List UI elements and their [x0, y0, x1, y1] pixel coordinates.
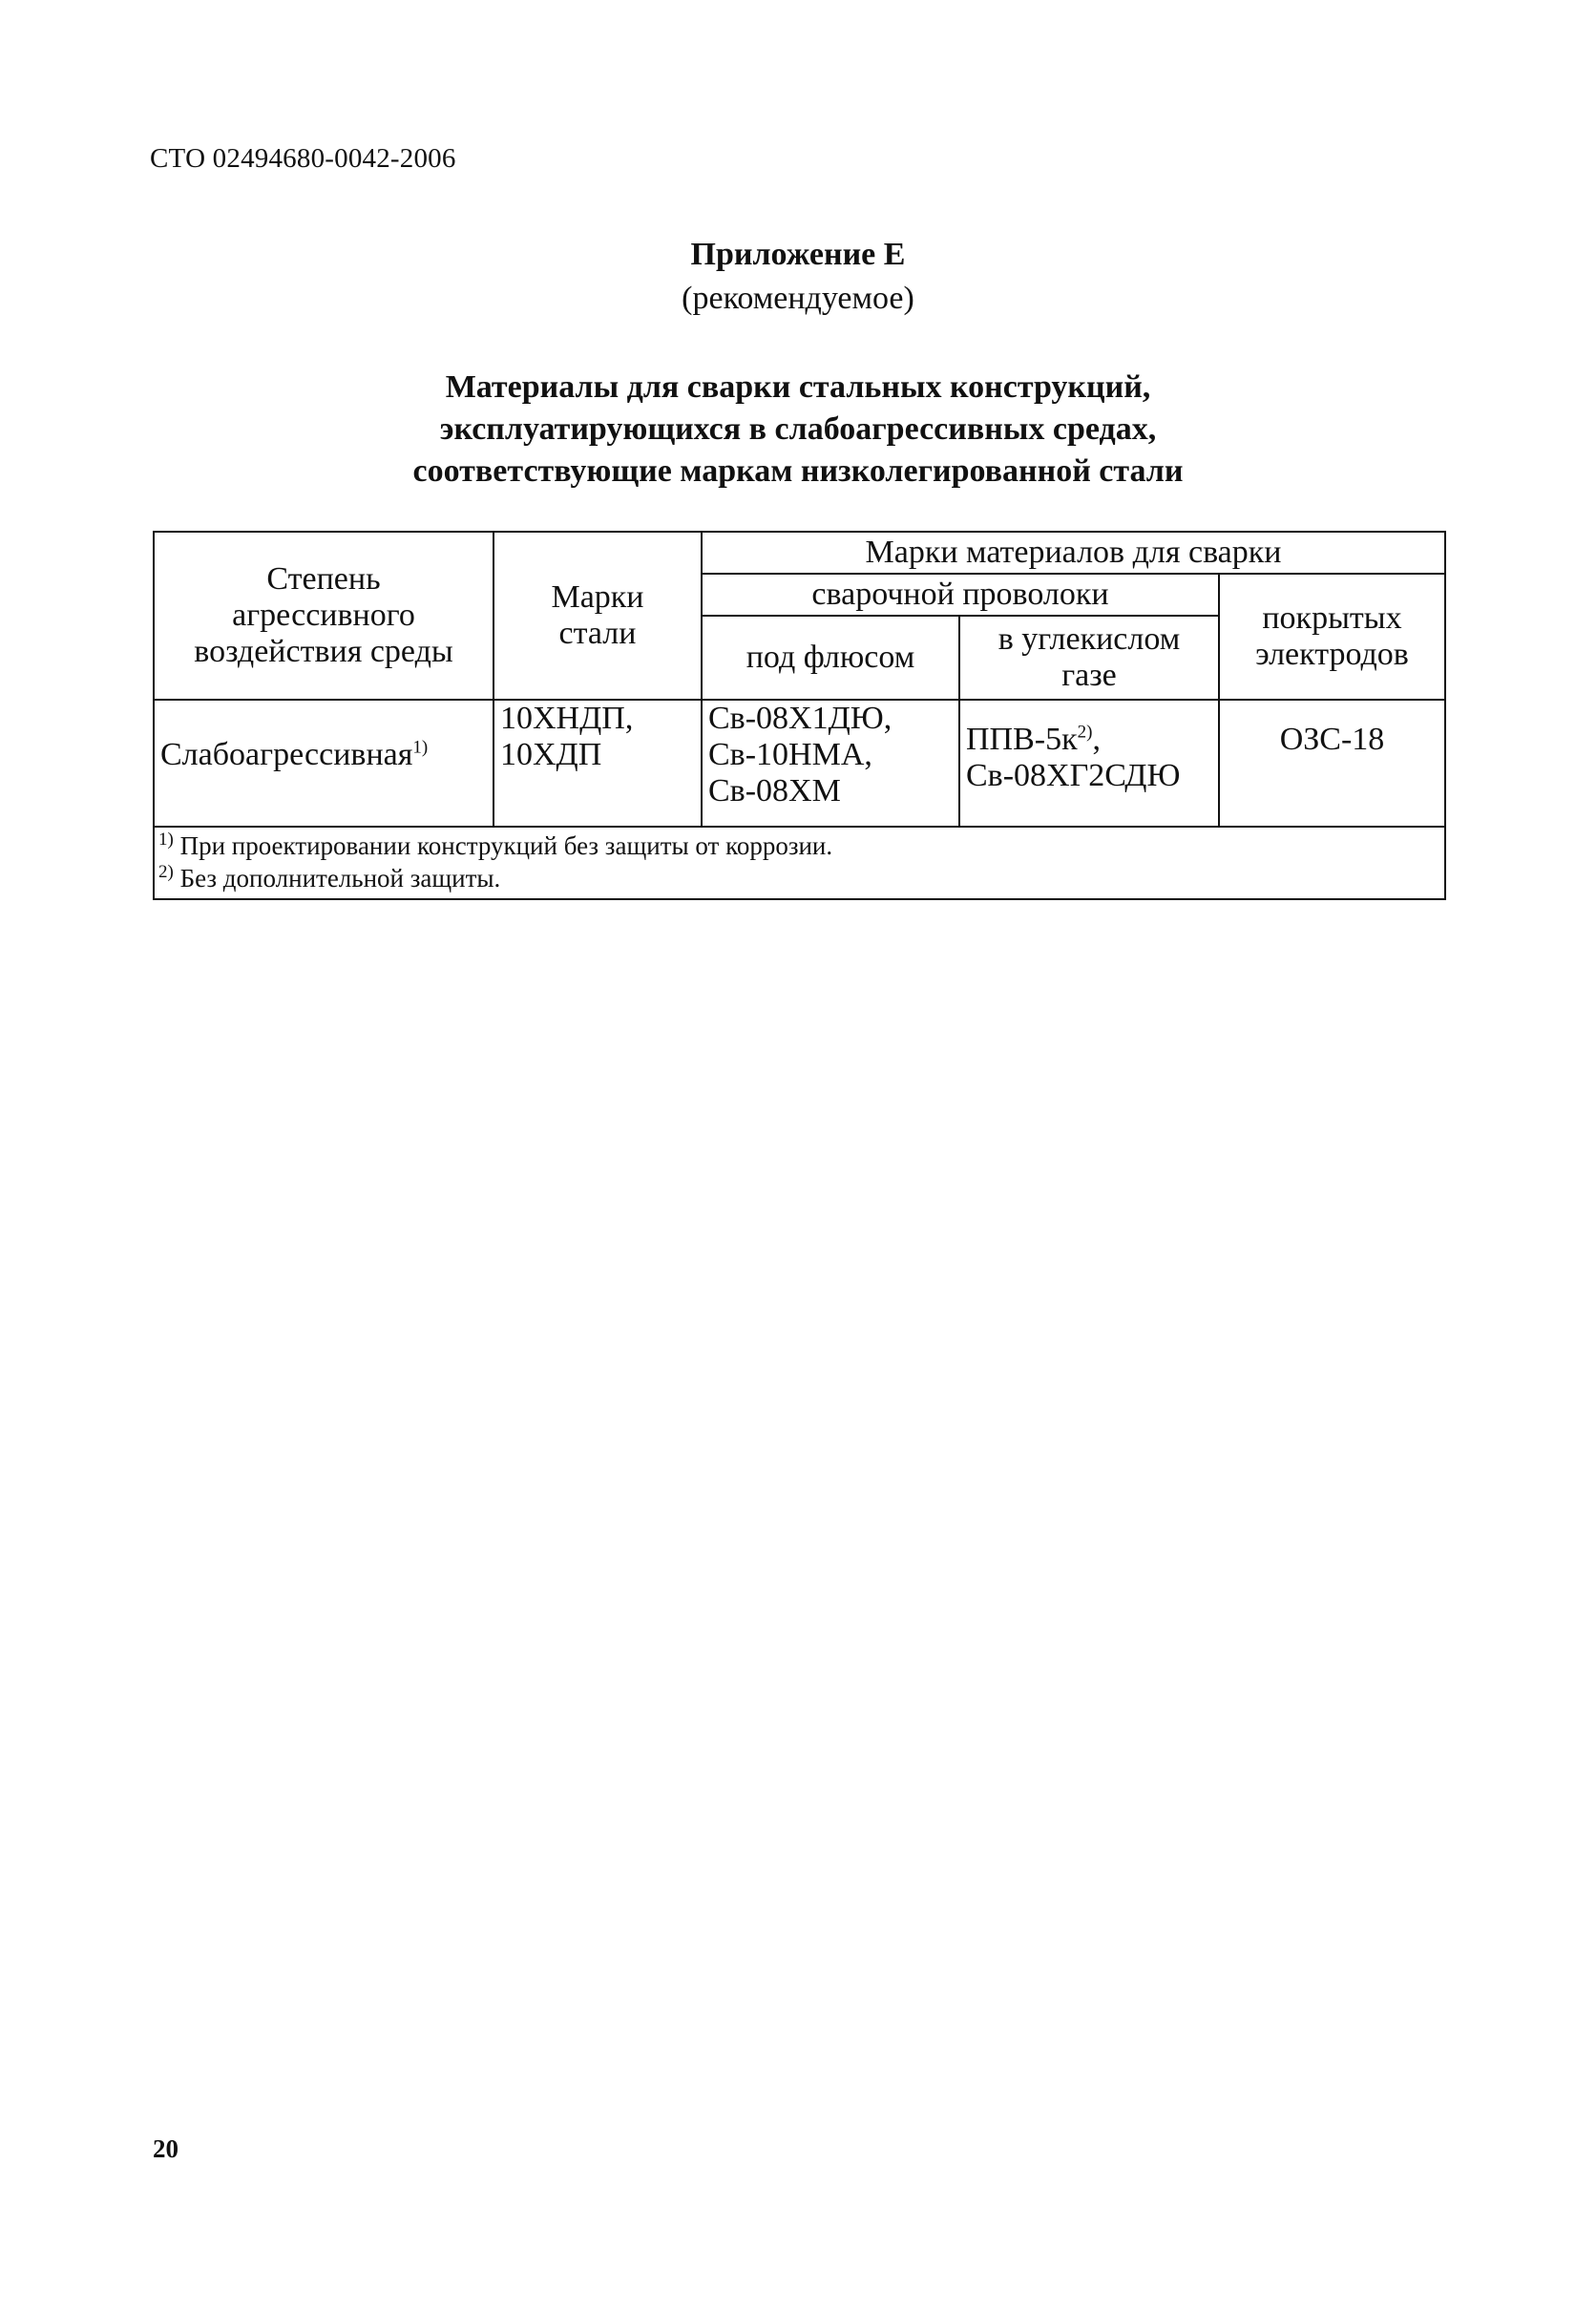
cell-environment: Слабоагрессивная$^{1)}$ [154, 700, 494, 827]
footnote: $^{2)}$ Без дополнительной защиты. [158, 862, 501, 893]
cell-steel: 10ХНДП, 10ХДП [494, 700, 702, 827]
header-under-flux: под флюсом [702, 616, 959, 700]
document-code: СТО 02494680-0042-2006 [150, 143, 456, 174]
appendix-subtitle: (рекомендуемое) [682, 281, 914, 316]
heading-line: эксплуатирующихся в слабоагрессивных средах, [439, 411, 1157, 447]
heading-line: соответствующие маркам низколегированной стали [412, 453, 1184, 489]
welding-materials-table [153, 531, 1446, 900]
header-welding-materials: Марки материалов для сварки [702, 532, 1445, 574]
header-steel-grades: Марки стали [494, 532, 702, 700]
footnote-mark: 2) [1077, 722, 1093, 743]
footnote-mark: 1) [412, 737, 429, 758]
header-co2-gas: в углекислом газе [959, 616, 1219, 700]
heading-line: Материалы для сварки стальных конструкций, [445, 369, 1151, 405]
cell-flux-wire: Св-08Х1ДЮ, Св-10НМА, Св-08ХМ [702, 700, 959, 827]
header-welding-wire: сварочной проволоки [702, 574, 1219, 616]
table-heading [0, 367, 1596, 493]
header-environment-degree: Степень агрессивного воздействия среды [154, 532, 494, 700]
appendix-title: Приложение Е [690, 237, 906, 272]
cell-co2-wire: ППВ-$5к^{2)}$, Св-08ХГ2СДЮ [959, 700, 1219, 827]
page-number: 20 [153, 2134, 178, 2163]
footnote: $^{1)}$ При проектировании конструкций без защиты от коррозии. [158, 830, 833, 860]
table-footnotes [154, 827, 1445, 899]
header-coated-electrodes: покрытых электродов [1219, 574, 1445, 700]
cell-electrodes: ОЗС-18 [1219, 700, 1445, 827]
